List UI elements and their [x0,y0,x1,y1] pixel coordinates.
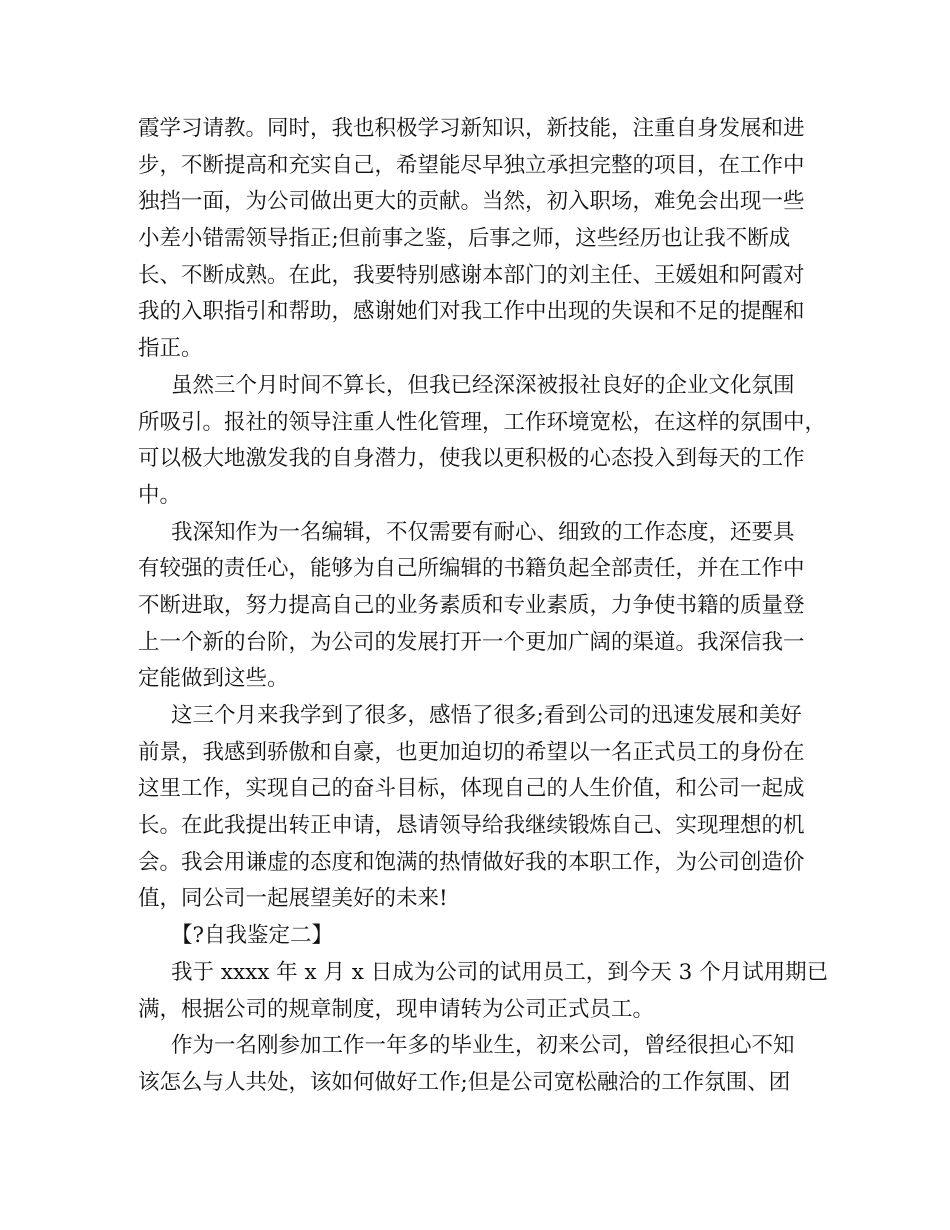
paragraph-line: 上一个新的台阶，为公司的发展打开一个更加广阔的渠道。我深信我一 [138,629,805,655]
paragraph-line: 霞学习请教。同时，我也积极学习新知识，新技能，注重自身发展和进 [138,116,805,141]
paragraph-line: 可以极大地激发我的自身潜力，使我以更积极的心态投入到每天的工作 [138,446,805,472]
paragraph-line: 步，不断提高和充实自己，希望能尽早独立承担完整的项目，在工作中 [138,152,805,178]
paragraph-5 [138,955,829,1028]
section-heading [138,918,814,955]
paragraph-line: 所吸引。报社的领导注重人性化管理，工作环境宽松，在这样的氛围中， [138,409,827,435]
paragraph-line: 会。我会用谦虚的态度和饱满的热情做好我的本职工作，为公司创造价 [138,849,805,875]
paragraph-line: 不断进取，努力提高自己的业务素质和专业素质，力争使书籍的质量登 [138,592,805,618]
paragraph-line: 作为一名刚参加工作一年多的毕业生，初来公司，曾经很担心不知 [171,1033,795,1059]
paragraph-line: 中。 [138,482,182,508]
paragraph-line: 指正。 [138,336,203,362]
paragraph-line: 值，同公司一起展望美好的未来! [138,886,448,912]
paragraph-line: 前景，我感到骄傲和自豪，也更加迫切的希望以一名正式员工的身份在 [138,739,805,765]
paragraph-line: 该怎么与人共处，该如何做好工作;但是公司宽松融洽的工作氛围、团 [138,1069,791,1095]
paragraph-line: 长。在此我提出转正申请，恳请领导给我继续锻炼自己、实现理想的机 [138,813,805,839]
paragraph-6 [138,1028,814,1101]
paragraph-line: 独挡一面，为公司做出更大的贡献。当然，初入职场，难免会出现一些 [138,189,805,215]
paragraph-line: 我于 xxxx 年 x 月 x 日成为公司的试用员工，到今天 3 个月试用期已 [171,959,829,985]
paragraph-line: 虽然三个月时间不算长，但我已经深深被报社良好的企业文化氛围 [171,372,795,398]
document-body [138,111,829,1102]
section-heading-text: 【?自我鉴定二】 [171,923,334,949]
paragraph-1 [138,111,814,368]
paragraph-line: 我深知作为一名编辑，不仅需要有耐心、细致的工作态度，还要具 [171,519,795,545]
paragraph-3 [138,515,814,698]
paragraph-line: 这三个月来我学到了很多，感悟了很多;看到公司的迅速发展和美好 [171,703,802,728]
paragraph-line: 我的入职指引和帮助，感谢她们对我工作中出现的失误和不足的提醒和 [138,299,805,325]
paragraph-2 [138,368,827,515]
paragraph-line: 满，根据公司的规章制度，现申请转为公司正式员工。 [138,996,655,1022]
paragraph-line: 这里工作，实现自己的奋斗目标，体现自己的人生价值，和公司一起成 [138,776,805,802]
paragraph-4 [138,698,814,918]
paragraph-line: 小差小错需领导指正;但前事之鉴，后事之师，这些经历也让我不断成 [138,226,791,252]
paragraph-line: 长、不断成熟。在此，我要特别感谢本部门的刘主任、王媛姐和阿霞对 [138,262,805,288]
paragraph-line: 有较强的责任心，能够为自己所编辑的书籍负起全部责任，并在工作中 [138,556,805,582]
paragraph-line: 定能做到这些。 [138,666,289,692]
